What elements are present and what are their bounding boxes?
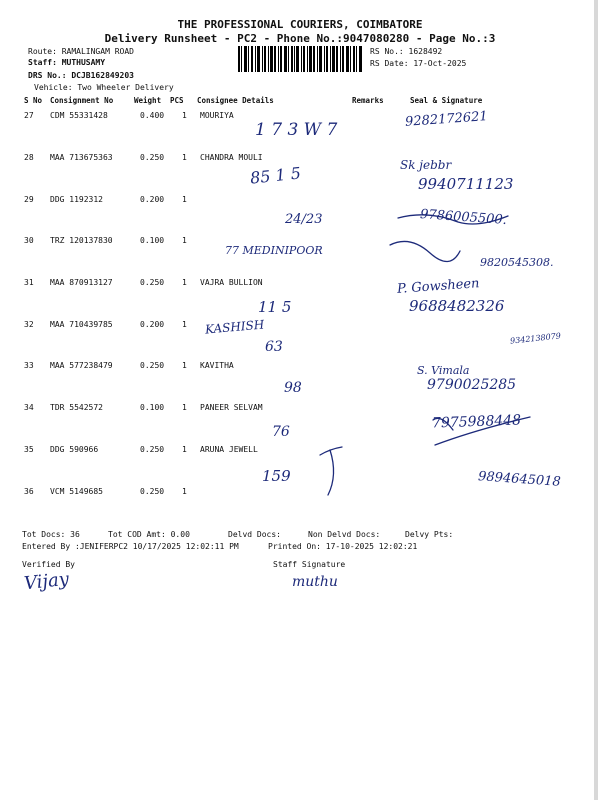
handwritten-signature: 9342138079 [509, 331, 562, 346]
non-delivered-docs: Non Delvd Docs: [308, 530, 381, 539]
barcode [238, 46, 364, 72]
handwritten-note: 1 7 3 W 7 [255, 120, 338, 140]
handwritten-signature: 9790025285 [427, 377, 517, 393]
row-consignment: MAA 713675363 [50, 153, 113, 162]
col-sno: S No [24, 96, 43, 105]
row-consignment: MAA 870913127 [50, 278, 113, 287]
row-sno: 31 [24, 278, 34, 287]
handwritten-signature: 7975988448 [431, 412, 522, 432]
row-pcs: 1 [182, 236, 187, 245]
row-pcs: 1 [182, 111, 187, 120]
row-sno: 28 [24, 153, 34, 162]
runsheet-subtitle: Delivery Runsheet - PC2 - Phone No.:9047080280 - Page No.:3 [104, 32, 496, 45]
handwritten-signature: 9688482326 [409, 297, 505, 315]
row-weight: 0.100 [140, 236, 165, 245]
row-consignment: MAA 710439785 [50, 320, 113, 329]
row-weight: 0.250 [140, 445, 165, 454]
handwritten-note: 11 5 [258, 298, 292, 316]
row-sno: 33 [24, 361, 34, 370]
handwritten-signature: 9282172621 [404, 109, 489, 130]
row-weight: 0.200 [140, 195, 165, 204]
verified-signature: Vijay [23, 568, 70, 595]
row-weight: 0.200 [140, 320, 165, 329]
total-docs: Tot Docs: 36 [22, 530, 80, 539]
row-consignee: KAVITHA [200, 361, 234, 370]
row-sno: 36 [24, 487, 34, 496]
route-label: Route: RAMALINGAM ROAD [28, 47, 134, 56]
row-sno: 34 [24, 403, 34, 412]
col-consignment: Consignment No [50, 96, 114, 105]
row-consignee: VAJRA BULLION [200, 278, 263, 287]
row-consignee: CHANDRA MOULI [200, 153, 263, 162]
row-sno: 27 [24, 111, 34, 120]
row-consignment: VCM 5149685 [50, 487, 103, 496]
total-cod-amount: Tot COD Amt: 0.00 [108, 530, 190, 539]
row-consignee: ARUNA JEWELL [200, 445, 258, 454]
row-consignment: MAA 577238479 [50, 361, 113, 370]
col-pcs: PCS [170, 96, 184, 105]
row-weight: 0.250 [140, 153, 165, 162]
entered-by: Entered By :JENIFERPC2 10/17/2025 12:02:11 PM [22, 542, 239, 551]
staff-signature-label: Staff Signature [273, 560, 346, 569]
staff-signature: muthu [292, 574, 338, 590]
delivery-points: Delvy Pts: [405, 530, 454, 539]
row-pcs: 1 [182, 278, 187, 287]
printed-on: Printed On: 17-10-2025 12:02:21 [268, 542, 418, 551]
row-consignee: PANEER SELVAM [200, 403, 263, 412]
vehicle-label: Vehicle: Two Wheeler Delivery [34, 83, 174, 92]
row-weight: 0.250 [140, 278, 165, 287]
row-weight: 0.400 [140, 111, 165, 120]
col-consignee: Consignee Details [197, 96, 274, 105]
handwritten-note: 159 [262, 467, 291, 485]
rs-date: RS Date: 17-Oct-2025 [370, 59, 467, 68]
row-sno: 29 [24, 195, 34, 204]
handwritten-note: KASHISH [204, 317, 265, 337]
handwritten-note: 24/23 [285, 212, 323, 227]
handwritten-note: 85 1 5 [249, 163, 302, 188]
row-weight: 0.250 [140, 487, 165, 496]
handwritten-signature: 9894645018 [477, 469, 562, 490]
handwritten-signature: S. Vimala [417, 364, 470, 377]
row-sno: 32 [24, 320, 34, 329]
row-weight: 0.250 [140, 361, 165, 370]
handwritten-note: 98 [284, 380, 302, 396]
handwritten-signature: Sk jebbr [400, 158, 452, 172]
col-weight: Weight [134, 96, 162, 105]
company-title: THE PROFESSIONAL COURIERS, COIMBATORE [177, 18, 423, 31]
staff-label: Staff: MUTHUSAMY [28, 58, 106, 67]
verified-by-label: Verified By [22, 560, 75, 569]
row-pcs: 1 [182, 361, 187, 370]
row-consignment: CDM 55331428 [50, 111, 108, 120]
rs-number: RS No.: 1628492 [370, 47, 443, 56]
row-weight: 0.100 [140, 403, 165, 412]
row-pcs: 1 [182, 487, 187, 496]
row-consignee: MOURIYA [200, 111, 234, 120]
col-remarks: Remarks [352, 96, 384, 105]
col-seal-signature: Seal & Signature [410, 96, 483, 105]
row-consignment: TRZ 120137830 [50, 236, 113, 245]
drs-number: DRS No.: DCJB162849203 [28, 71, 134, 80]
handwritten-signature: 9786005500. [419, 206, 508, 229]
handwritten-signature: P. Gowsheen [396, 276, 480, 297]
row-sno: 30 [24, 236, 34, 245]
handwriting-strokes [200, 100, 600, 520]
handwritten-signature: 9820545308. [480, 256, 554, 269]
row-consignment: DDG 1192312 [50, 195, 103, 204]
handwritten-note: 77 MEDINIPOOR [225, 244, 323, 257]
row-pcs: 1 [182, 403, 187, 412]
delivered-docs: Delvd Docs: [228, 530, 281, 539]
row-consignment: DDG 590966 [50, 445, 99, 454]
handwritten-signature: 9940711123 [418, 175, 514, 193]
row-pcs: 1 [182, 445, 187, 454]
row-pcs: 1 [182, 320, 187, 329]
row-consignment: TDR 5542572 [50, 403, 103, 412]
row-sno: 35 [24, 445, 34, 454]
handwritten-note: 76 [272, 424, 290, 440]
row-pcs: 1 [182, 195, 187, 204]
handwritten-note: 63 [265, 339, 283, 355]
row-pcs: 1 [182, 153, 187, 162]
